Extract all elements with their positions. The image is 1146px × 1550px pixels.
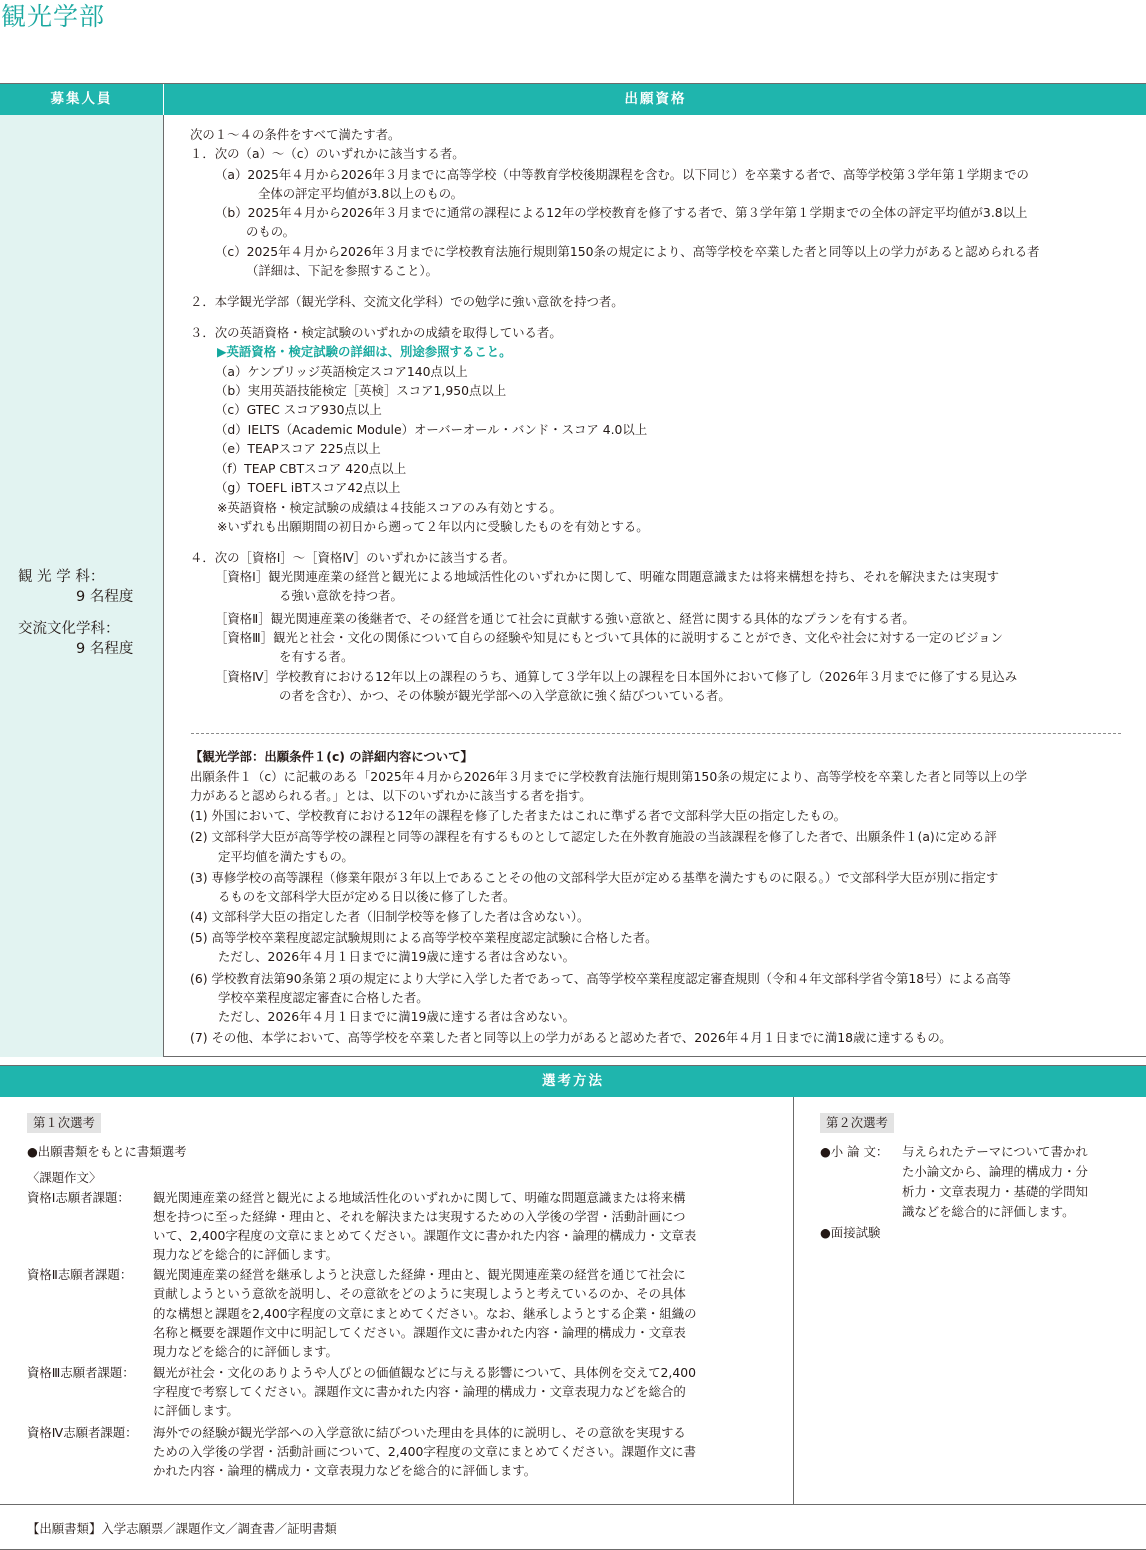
eligibility-cell [165,115,1146,1057]
text-line: た小論文から、論理的構成力・分 [902,1164,1088,1179]
text-line: ［資格Ⅲ］観光と社会・文化の関係について自らの経験や知見にもとづいて具体的に説明することができ、文化や社会に対する一定のビジョン [215,630,1003,645]
text-line: 観光が社会・文化のありようや人びとの価値観などに与える影響について、具体例を交えて2,400 [153,1365,696,1380]
text-line: ２．本学観光学部（観光学科、交流文化学科）での勉学に強い意欲を持つ者。 [190,294,624,309]
text-line: かれた内容・論理的構成力・文章表現力などを総合的に評価します。 [153,1463,537,1478]
text-line: 名称と概要を課題作文中に明記してください。課題作文に書かれた内容・論理的構成力・文章表 [153,1325,686,1340]
text-line: 貢献しようという意欲を説明し、その意欲をどのように実現しようと考えているのか、その具体 [153,1286,686,1301]
text-line: 力があると認められる者。」とは、以下のいずれかに該当する者を指す。 [190,788,592,803]
page-title: 観光学部 [1,2,106,31]
detail-heading: 【観光学部：出願条件１(c) の詳細内容について】 [190,749,473,764]
text-line: １．次の（a）～（c）のいずれかに該当する者。 [190,146,465,161]
text-line: 想を持つに至った経緯・理由と、それを解決または実現するための入学後の学習・活動計画につ [153,1209,686,1224]
recruit-numbers [18,567,133,659]
text-line: ※いずれも出願期間の初日から遡って２年以内に受験したものを有効とする。 [217,519,649,534]
documents-text: 【出願書類】入学志願票／課題作文／調査書／証明書類 [27,1521,337,1536]
text-line: ４．次の［資格Ⅰ］～［資格Ⅳ］のいずれかに該当する者。 [190,550,515,565]
text-line: 現力などを総合的に評価します。 [153,1247,338,1262]
dept2-label: 交流文化学科： [18,621,120,637]
text-line: （b）2025年４月から2026年３月までに通常の課程による12年の学校教育を修了する者で、第３学年第１学期までの全体の評定平均値が3.8以上 [215,205,1028,220]
interview-item: ●面接試験 [820,1225,881,1240]
text-line: 識などを総合的に評価します。 [902,1204,1075,1219]
text-line: ３．次の英語資格・検定試験のいずれかの成績を取得している者。 [190,325,562,340]
task-label-4: 資格Ⅳ志願者課題： [27,1425,138,1440]
text-line: 海外での経験が観光学部への入学意欲に結びついた理由を具体的に説明し、その意欲を実現する [153,1425,686,1440]
dept2-count: 9 名程度 [76,641,134,657]
text-line: ための入学後の学習・活動計画について、2,400字程度の文章にまとめてください。課題作文に書 [153,1444,696,1459]
text-line: ●出願書類をもとに書類選考 [27,1144,187,1159]
text-line: ただし、2026年４月１日までに満19歳に達する者は含めない。 [218,1009,576,1024]
text-line: ただし、2026年４月１日までに満19歳に達する者は含めない。 [218,949,576,964]
selection-table [0,1065,1146,1504]
task-label-1: 資格Ⅰ志願者課題： [27,1190,130,1205]
second-selection-badge: 第２次選考 [820,1113,894,1133]
text-line: 〈課題作文〉 [27,1170,102,1185]
text-line: （b）実用英語技能検定［英検］スコア1,950点以上 [215,383,507,398]
documents-row [0,1504,1146,1550]
text-line: ※英語資格・検定試験の成績は４技能スコアのみ有効とする。 [217,500,562,515]
text-line: (1) 外国において、学校教育における12年の課程を修了した者またはこれに準ずる者で文部科学大臣の指定したもの。 [190,808,847,823]
essay-label: ●小 論 文： [820,1144,889,1159]
text-line: 学校卒業程度認定審査に合格した者。 [218,990,429,1005]
text-line: いて、2,400字程度の文章にまとめてください。課題作文に書かれた内容・論理的構成力・文章表 [153,1228,697,1243]
text-line: (4) 文部科学大臣の指定した者（旧制学校等を修了した者は含めない）。 [190,909,590,924]
text-line: ［資格Ⅳ］学校教育における12年以上の課程のうち、通算して３学年以上の課程を日本国外において修了し（2026年３月までに修了する見込み [215,669,1018,684]
text-line: 観光関連産業の経営と観光による地域活性化のいずれかに関して、明確な問題意識または将来構 [153,1190,686,1205]
header-recruit: 募集人員 [0,84,164,115]
text-line: を有する者。 [279,649,354,664]
text-line: に評価します。 [153,1403,239,1418]
text-line: 字程度で考察してください。課題作文に書かれた内容・論理的構成力・文章表現力などを総合的 [153,1384,686,1399]
text-line: (3) 専修学校の高等課程（修業年限が３年以上であることその他の文部科学大臣が定める基準を満たすものに限る。）で文部科学大臣が別に指定す [190,870,999,885]
text-line: 出願条件１（c）に記載のある「2025年４月から2026年３月までに学校教育法施行規則第150条の規定により、高等学校を卒業した者と同等以上の学 [190,769,1027,784]
text-line: (2) 文部科学大臣が高等学校の課程と同等の課程を有するものとして認定した在外教育施設の当該課程を修了した者で、出願条件１(a)に定める評 [190,829,997,844]
task-label-3: 資格Ⅲ志願者課題： [27,1365,135,1380]
first-selection-badge: 第１次選考 [27,1113,101,1133]
divider [191,733,1121,734]
dept1-count: 9 名程度 [76,589,134,605]
eligibility-table [0,83,1146,1057]
text-line: ［資格Ⅱ］観光関連産業の後継者で、その経営を通じて社会に貢献する強い意欲と、経営に関する具体的なプランを有する者。 [215,611,915,626]
text-line: (5) 高等学校卒業程度認定試験規則による高等学校卒業程度認定試験に合格した者。 [190,930,658,945]
text-line: 定平均値を満たすもの。 [218,849,354,864]
text-line: 観光関連産業の経営を継承しようと決意した経緯・理由と、観光関連産業の経営を通じて社会に [153,1267,686,1282]
header-eligibility: 出願資格 [624,91,687,107]
text-line: （c）2025年４月から2026年３月までに学校教育法施行規則第150条の規定により、高等学校を卒業した者と同等以上の学力があると認められる者 [215,244,1040,259]
recruit-cell [0,115,164,1057]
selection-header: 選考方法 [0,1066,1146,1097]
text-line: （e）TEAPスコア 225点以上 [215,441,381,456]
text-line: 与えられたテーマについて書かれ [902,1144,1088,1159]
text-line: 全体の評定平均値が3.8以上のもの。 [258,186,464,201]
text-line: （f）TEAP CBTスコア 420点以上 [215,461,407,476]
second-selection-cell [794,1097,1146,1505]
text-line: るものを文部科学大臣が定める日以後に修了した者。 [218,889,516,904]
dept1-label: 観 光 学 科： [18,569,105,585]
text-line: 的な構想と課題を2,400字程度の文章にまとめてください。なお、継承しようとする企業・組織の [153,1306,697,1321]
text-line: （d）IELTS（Academic Module）オーバーオール・バンド・スコア 4.0以上 [215,422,648,437]
text-line: 現力などを総合的に評価します。 [153,1344,338,1359]
text-line: 析力・文章表現力・基礎的学問知 [902,1184,1088,1199]
task-label-2: 資格Ⅱ志願者課題： [27,1267,133,1282]
text-line: る強い意欲を持つ者。 [279,588,403,603]
text-line: （c）GTEC スコア930点以上 [215,402,382,417]
text-line: （a）2025年４月から2026年３月までに高等学校（中等教育学校後期課程を含む。以下同じ）を卒業する者で、高等学校第３学年第１学期までの [215,167,1029,182]
table-header-row [0,84,1146,115]
text-line: (6) 学校教育法第90条第２項の規定により大学に入学した者であって、高等学校卒業程度認定審査規則（令和４年文部科学省令第18号）による高等 [190,971,1011,986]
text-line: 次の１～４の条件をすべて満たす者。 [190,127,401,142]
text-line: ［資格Ⅰ］観光関連産業の経営と観光による地域活性化のいずれかに関して、明確な問題意識または将来構想を持ち、それを解決または実現す [215,569,1000,584]
text-line: （詳細は、下記を参照すること）。 [246,263,439,278]
text-line: (7) その他、本学において、高等学校を卒業した者と同等以上の学力があると認めた者で、2026年４月１日までに満18歳に達するもの。 [190,1030,952,1045]
text-line: （a）ケンブリッジ英語検定スコア140点以上 [215,364,468,379]
text-line: の者を含む）、かつ、その体験が観光学部への入学意欲に強く結びついている者。 [279,688,731,703]
text-line: （g）TOEFL iBTスコア42点以上 [215,480,401,495]
english-note-link: ▶英語資格・検定試験の詳細は、別途参照すること。 [217,344,512,359]
first-selection-cell [0,1097,794,1505]
text-line: のもの。 [246,224,296,239]
